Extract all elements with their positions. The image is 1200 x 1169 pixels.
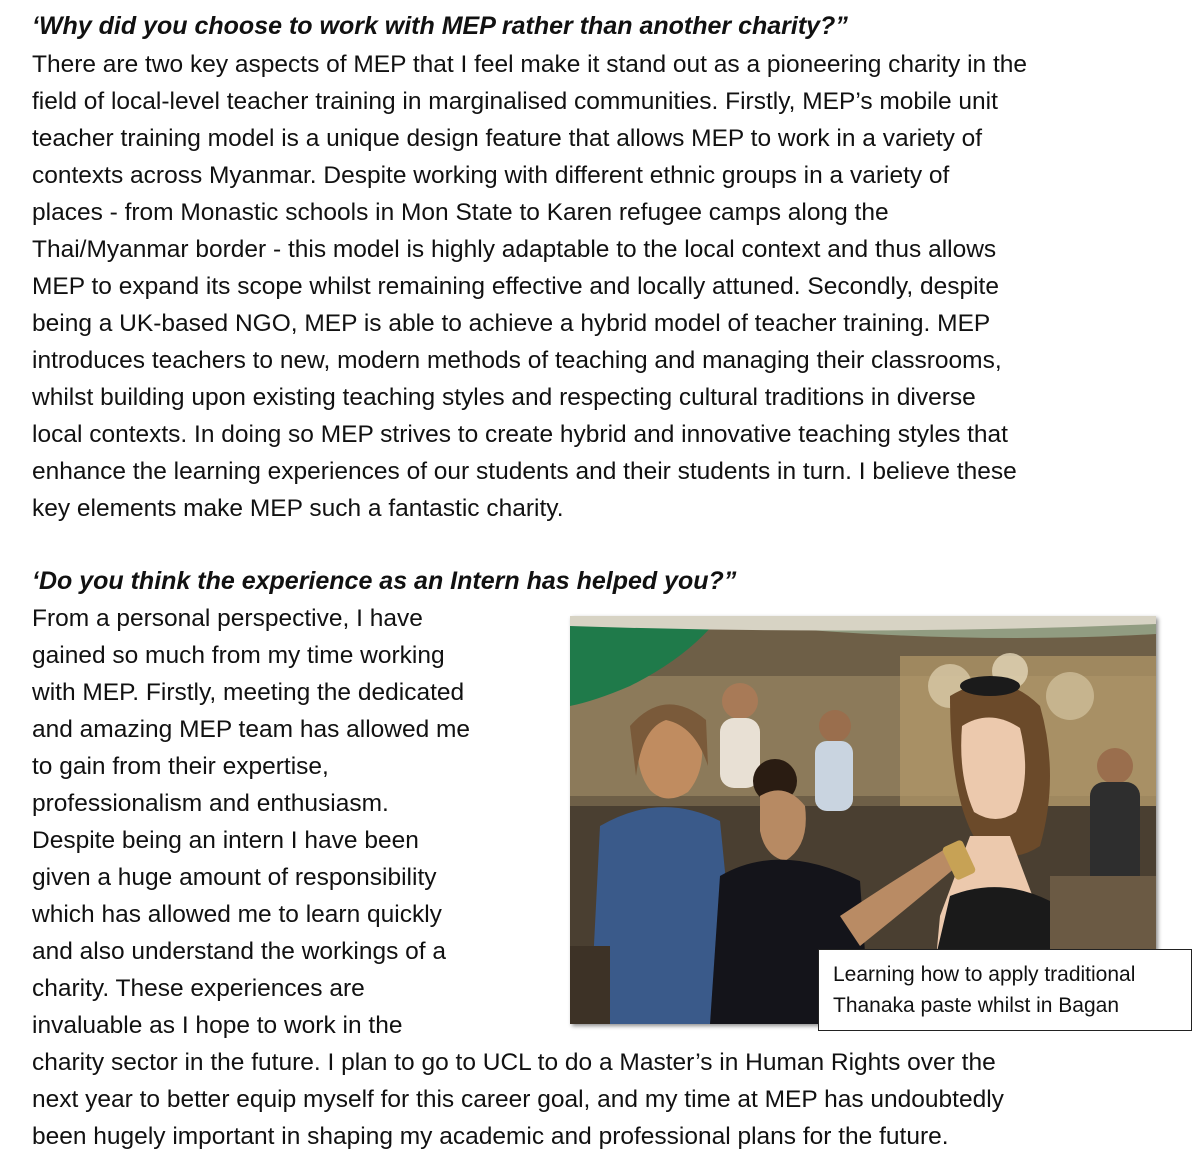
body-line: gained so much from my time working [32,642,445,669]
body-line: Thai/Myanmar border - this model is highly adaptable to the local context and thus allows [32,236,997,263]
body-line: whilst building upon existing teaching styles and respecting cultural traditions in diverse [32,384,976,411]
body-line: There are two key aspects of MEP that I feel make it stand out as a pioneering charity in the [32,51,1028,78]
body-line: which has allowed me to learn quickly [32,901,442,928]
body-line: to gain from their expertise, [32,753,329,780]
body-line: and amazing MEP team has allowed me [32,716,471,743]
body-line: been hugely important in shaping my academic and professional plans for the future. [32,1123,949,1150]
body-line: From a personal perspective, I have [32,605,423,632]
body-line: introduces teachers to new, modern methods of teaching and managing their classrooms, [32,347,1002,374]
body-line: field of local-level teacher training in marginalised communities. Firstly, MEP’s mobile unit [32,88,998,115]
body-line: given a huge amount of responsibility [32,864,437,891]
body-line: invaluable as I hope to work in the [32,1012,403,1039]
section-heading-why-mep: ‘Why did you choose to work with MEP rather than another charity?” [32,12,848,40]
body-line: enhance the learning experiences of our students and their students in turn. I believe these [32,458,1017,485]
body-line: teacher training model is a unique design feature that allows MEP to work in a variety of [32,125,983,152]
body-line: key elements make MEP such a fantastic charity. [32,495,564,522]
body-line: next year to better equip myself for this career goal, and my time at MEP has undoubtedly [32,1086,1004,1113]
caption-line: Thanaka paste whilst in Bagan [833,994,1120,1017]
body-line: professionalism and enthusiasm. [32,790,389,817]
body-line: contexts across Myanmar. Despite working with different ethnic groups in a variety of [32,162,950,189]
body-line: with MEP. Firstly, meeting the dedicated [32,679,465,706]
body-line: Despite being an intern I have been [32,827,419,854]
body-line: charity sector in the future. I plan to go to UCL to do a Master’s in Human Rights over the [32,1049,996,1076]
body-line: being a UK-based NGO, MEP is able to achieve a hybrid model of teacher training. MEP [32,310,991,337]
body-line: MEP to expand its scope whilst remaining effective and locally attuned. Secondly, despite [32,273,999,300]
section-body-why-mep [32,46,1182,527]
section-heading-intern-experience: ‘Do you think the experience as an Intern has helped you?” [32,567,737,595]
body-line: local contexts. In doing so MEP strives to create hybrid and innovative teaching styles that [32,421,1008,448]
body-line: charity. These experiences are [32,975,365,1002]
caption-line: Learning how to apply traditional [833,963,1136,986]
body-line: and also understand the workings of a [32,938,447,965]
photo-caption [818,949,1192,1031]
body-line: places - from Monastic schools in Mon State to Karen refugee camps along the [32,199,889,226]
